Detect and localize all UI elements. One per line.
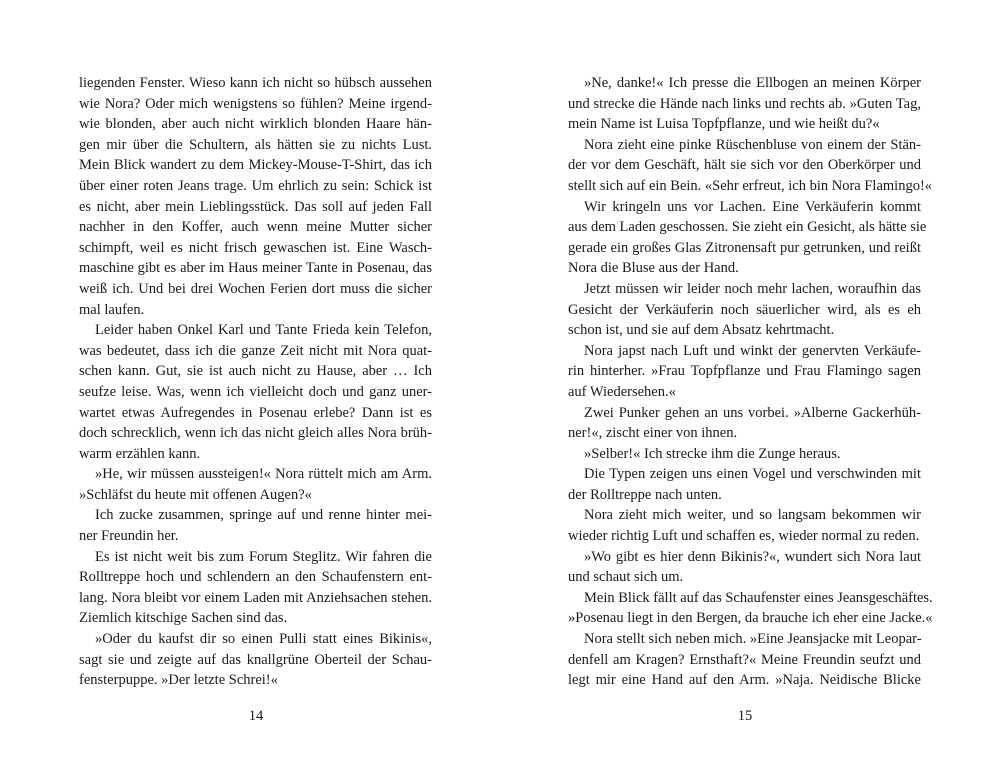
text-line: ner!«, zischt einer von ihnen.	[568, 425, 738, 442]
page-number-left: 14	[248, 708, 264, 724]
text-line: schon ist, und sie auf dem Absatz kehrtmacht.	[568, 322, 835, 339]
text-line: stellt sich auf ein Bein. «Sehr erfreut, ich bin Nora Flamingo!«	[568, 177, 933, 194]
text-line: und strecke die Hände nach links und rechts ab. »Guten Tag,	[568, 95, 921, 112]
text-line: Wir kringeln uns vor Lachen. Eine Verkäuferin kommt	[584, 198, 921, 215]
text-line: Nora stellt sich neben mich. »Eine Jeansjacke mit Leopar-	[584, 631, 922, 648]
text-line: Nora die Bluse aus der Hand.	[568, 260, 739, 277]
text-line: der vor dem Geschäft, hält sie sich vor den Oberkörper und	[568, 157, 921, 174]
text-line: mein Name ist Luisa Topfpflanze, und wie heißt du?«	[568, 116, 880, 133]
text-line: denfell am Kragen? Ernsthaft?« Meine Freundin seufzt und	[568, 651, 921, 668]
text-line: und schaut sich um.	[568, 569, 684, 586]
text-line: Leider haben Onkel Karl und Tante Frieda kein Telefon,	[95, 322, 432, 339]
text-line: »Selber!« Ich strecke ihm die Zunge heraus.	[584, 445, 841, 462]
text-line: Nora zieht mich weiter, und so langsam bekommen wir	[584, 507, 921, 524]
text-line: wie blonden, aber auch nicht wirklich blonden Haare hän-	[79, 116, 432, 133]
text-line: aus dem Laden geschossen. Sie zieht ein Gesicht, als hätte sie	[568, 219, 927, 236]
text-line: Nora japst nach Luft und winkt der genervten Verkäufe-	[584, 342, 921, 359]
page-number-right: 15	[737, 708, 753, 724]
text-line: wartet etwas Aufregendes in Posenau erlebe? Dann ist es	[79, 404, 432, 421]
text-line: weiß ich. Und bei drei Wochen Ferien dort muss die sicher	[79, 280, 432, 297]
text-line: nachher in den Koffer, auch wenn meine Mutter sicher	[79, 219, 432, 236]
text-line: rin hinterher. »Frau Topfpflanze und Frau Flamingo sagen	[568, 363, 921, 380]
text-line: »He, wir müssen aussteigen!« Nora rüttelt mich am Arm.	[95, 466, 432, 483]
text-line: auf Wiedersehen.«	[568, 383, 676, 400]
text-line: Mein Blick fällt auf das Schaufenster eines Jeansgeschäftes.	[584, 589, 933, 606]
text-line: »Posenau liegt in den Bergen, da brauche ich eher eine Jacke.«	[568, 610, 933, 627]
text-line: liegenden Fenster. Wieso kann ich nicht so hübsch aussehen	[79, 75, 432, 91]
text-line: fensterpuppe. »Der letzte Schrei!«	[79, 672, 278, 689]
text-line: Es ist nicht weit bis zum Forum Steglitz. Wir fahren die	[95, 548, 432, 565]
text-line: Jetzt müssen wir leider noch mehr lachen, woraufhin das	[584, 280, 921, 297]
text-line: warm erzählen kann.	[79, 445, 201, 462]
right-page	[500, 0, 1000, 778]
text-line: maschine gibt es aber im Haus meiner Tante in Posenau, das	[79, 260, 432, 277]
text-line: über einer roten Jeans trage. Um ehrlich zu sein: Schick ist	[79, 177, 432, 194]
text-line: Ziemlich kitschige Sachen sind das.	[79, 610, 288, 627]
text-line: Ich zucke zusammen, springe auf und renne hinter mei-	[95, 507, 432, 524]
right-page-text	[568, 73, 933, 691]
text-line: gerade ein großes Glas Zitronensaft pur getrunken, und reißt	[568, 239, 921, 256]
text-line: mal laufen.	[79, 301, 145, 318]
text-line: Zwei Punker gehen an uns vorbei. »Alberne Gackerhüh-	[584, 404, 921, 421]
text-line: »Schläfst du heute mit offenen Augen?«	[79, 486, 312, 503]
text-line: der Rolltreppe nach unten.	[568, 486, 722, 503]
text-line: es nicht, aber mein Lieblingsstück. Das soll auf jeden Fall	[79, 198, 432, 215]
text-line: sagt sie und zeigte auf das knallgrüne Oberteil der Schau-	[79, 651, 432, 668]
text-line: schimpft, weil es nicht frisch gewaschen ist. Eine Wasch-	[79, 239, 432, 256]
text-line: seufze leise. Was, wenn ich vielleicht doch und ganz uner-	[79, 383, 432, 400]
text-line: »Ne, danke!« Ich presse die Ellbogen an meinen Körper	[584, 75, 921, 91]
text-line: Die Typen zeigen uns einen Vogel und verschwinden mit	[584, 466, 921, 483]
text-line: Gesicht der Verkäuferin noch säuerlicher wird, als es eh	[568, 301, 921, 318]
text-line: was bedeutet, dass ich die ganze Zeit nicht mit Nora quat-	[79, 342, 432, 359]
text-line: wieder richtig Luft und schaffen es, wieder normal zu reden.	[568, 528, 920, 545]
text-line: legt mir eine Hand auf den Arm. »Naja. Neidische Blicke	[568, 672, 921, 689]
text-line: »Wo gibt es hier denn Bikinis?«, wundert sich Nora laut	[584, 548, 921, 565]
text-line: ner Freundin her.	[79, 528, 179, 545]
text-line: lang. Nora bleibt vor einem Laden mit Anziehsachen stehen.	[79, 589, 432, 606]
left-page-text	[79, 73, 432, 691]
text-line: doch schrecklich, wenn ich das nicht gleich alles Nora brüh-	[79, 425, 432, 442]
text-line: »Oder du kaufst dir so einen Pulli statt eines Bikinis«,	[95, 631, 432, 648]
text-line: gen mir über die Schultern, als hätten sie zu nichts Lust.	[79, 136, 432, 153]
text-line: Rolltreppe hoch und schlendern an den Schaufenstern ent-	[79, 569, 432, 586]
text-line: Nora zieht eine pinke Rüschenbluse von einem der Stän-	[584, 136, 921, 153]
text-line: schen kann. Gut, sie ist auch nicht zu Hause, aber … Ich	[79, 363, 432, 380]
text-line: wie Nora? Oder mich wenigstens so fühlen? Meine irgend-	[79, 95, 432, 112]
text-line: Mein Blick wandert zu dem Mickey-Mouse-T-Shirt, das ich	[79, 157, 432, 174]
